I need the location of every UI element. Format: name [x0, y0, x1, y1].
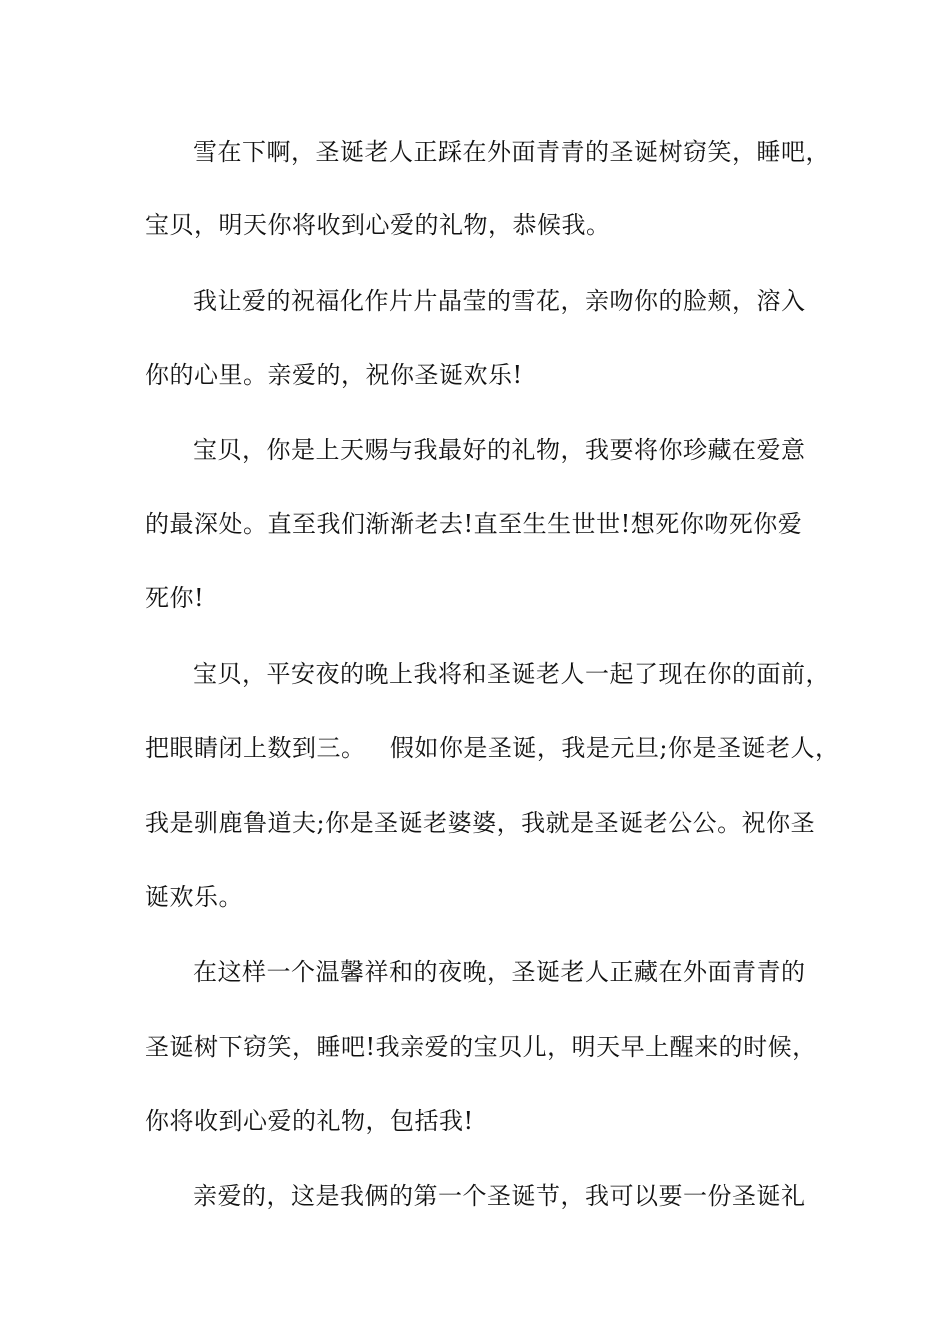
text-line: 我让爱的祝福化作片片晶莹的雪花，亲吻你的脸颊，溶入 [193, 287, 806, 315]
text-line: 圣诞树下窃笑，睡吧!我亲爱的宝贝儿，明天早上醒来的时候， [145, 1033, 817, 1061]
text-line: 亲爱的，这是我俩的第一个圣诞节，我可以要一份圣诞礼 [193, 1182, 806, 1210]
text-line: 的最深处。直至我们渐渐老去!直至生生世世!想死你吻死你爱 [145, 510, 803, 538]
text-line: 你将收到心爱的礼物，包括我! [145, 1107, 474, 1135]
text-line: 宝贝，明天你将收到心爱的礼物，恭候我。 [145, 211, 611, 239]
text-line: 宝贝，平安夜的晚上我将和圣诞老人一起了现在你的面前， [193, 660, 830, 688]
text-line: 你的心里。亲爱的，祝你圣诞欢乐! [145, 361, 523, 389]
text-line: 雪在下啊，圣诞老人正踩在外面青青的圣诞树窃笑，睡吧， [193, 138, 830, 166]
text-line: 诞欢乐。 [145, 883, 243, 911]
text-line: 在这样一个温馨祥和的夜晚，圣诞老人正藏在外面青青的 [193, 958, 806, 986]
text-line: 宝贝，你是上天赐与我最好的礼物，我要将你珍藏在爱意 [193, 436, 806, 464]
text-line: 死你! [145, 584, 205, 612]
text-line: 我是驯鹿鲁道夫;你是圣诞老婆婆，我就是圣诞老公公。祝你圣 [145, 809, 816, 837]
text-line: 把眼睛闭上数到三。 假如你是圣诞，我是元旦;你是圣诞老人， [145, 734, 840, 762]
